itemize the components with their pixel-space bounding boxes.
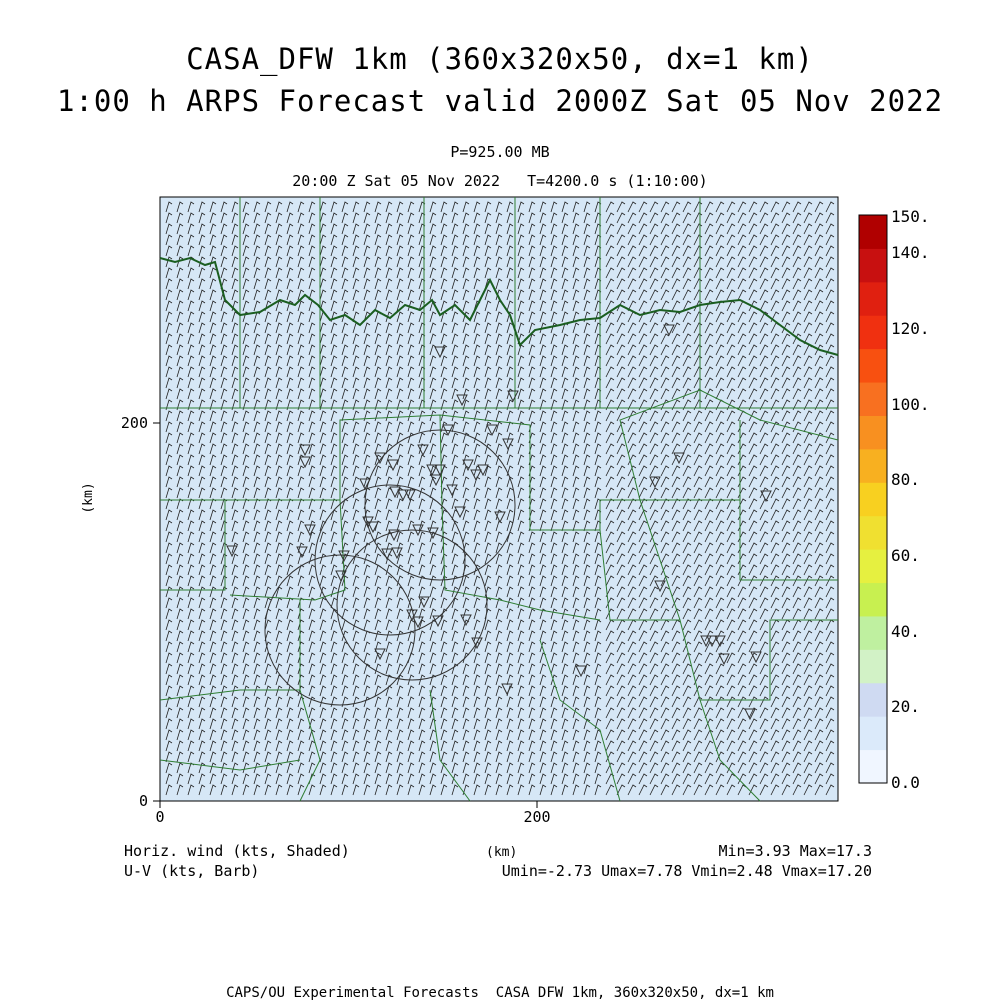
- color-bar-swatch: [859, 215, 887, 249]
- color-bar-swatch: [859, 716, 887, 750]
- color-bar-label: 150.: [891, 207, 930, 226]
- footer-credit: CAPS/OU Experimental Forecasts CASA DFW 1km, 360x320x50, dx=1 km: [226, 985, 774, 1001]
- color-bar-swatch: [859, 248, 887, 282]
- plot-title-line2: 1:00 h ARPS Forecast valid 2000Z Sat 05 Nov 2022: [56, 84, 944, 118]
- min-max-label: Min=3.93 Max=17.3: [718, 842, 872, 860]
- color-bar-label: 40.: [891, 622, 920, 641]
- color-bar-swatch: [859, 683, 887, 717]
- y-tick-0: 0: [138, 792, 148, 810]
- color-bar-label: 100.: [891, 395, 930, 414]
- color-bar-swatch: [859, 382, 887, 416]
- color-bar-label: 120.: [891, 319, 930, 338]
- y-axis-label: (km): [81, 482, 96, 514]
- color-bar-swatch: [859, 282, 887, 316]
- barb-field-label: U-V (kts, Barb): [124, 862, 260, 880]
- shaded-field-label: Horiz. wind (kts, Shaded): [124, 842, 350, 860]
- color-bar-label: 60.: [891, 546, 920, 565]
- color-bar: [859, 207, 930, 792]
- color-bar-label: 0.0: [891, 773, 920, 792]
- color-bar-swatch: [859, 449, 887, 483]
- color-bar-swatch: [859, 583, 887, 617]
- plot-title-line1: CASA_DFW 1km (360x320x50, dx=1 km): [186, 42, 814, 76]
- color-bar-swatch: [859, 649, 887, 683]
- color-bar-swatch: [859, 516, 887, 550]
- color-bar-label: 80.: [891, 470, 920, 489]
- color-bar-swatch: [859, 549, 887, 583]
- uv-stats-label: Umin=-2.73 Umax=7.78 Vmin=2.48 Vmax=17.20: [501, 862, 872, 880]
- x-tick-0: 0: [155, 808, 165, 826]
- x-tick-200: 200: [523, 808, 551, 826]
- color-bar-swatch: [859, 750, 887, 784]
- color-bar-label: 140.: [891, 243, 930, 262]
- color-bar-swatch: [859, 349, 887, 383]
- x-axis-label: (km): [486, 845, 518, 860]
- valid-time-label: 20:00 Z Sat 05 Nov 2022 T=4200.0 s (1:10:00): [292, 172, 708, 190]
- color-bar-swatch: [859, 616, 887, 650]
- pressure-level-label: P=925.00 MB: [450, 143, 550, 161]
- color-bar-swatch: [859, 482, 887, 516]
- y-tick-200: 200: [120, 414, 148, 432]
- color-bar-swatch: [859, 315, 887, 349]
- color-bar-swatch: [859, 415, 887, 449]
- color-bar-label: 20.: [891, 697, 920, 716]
